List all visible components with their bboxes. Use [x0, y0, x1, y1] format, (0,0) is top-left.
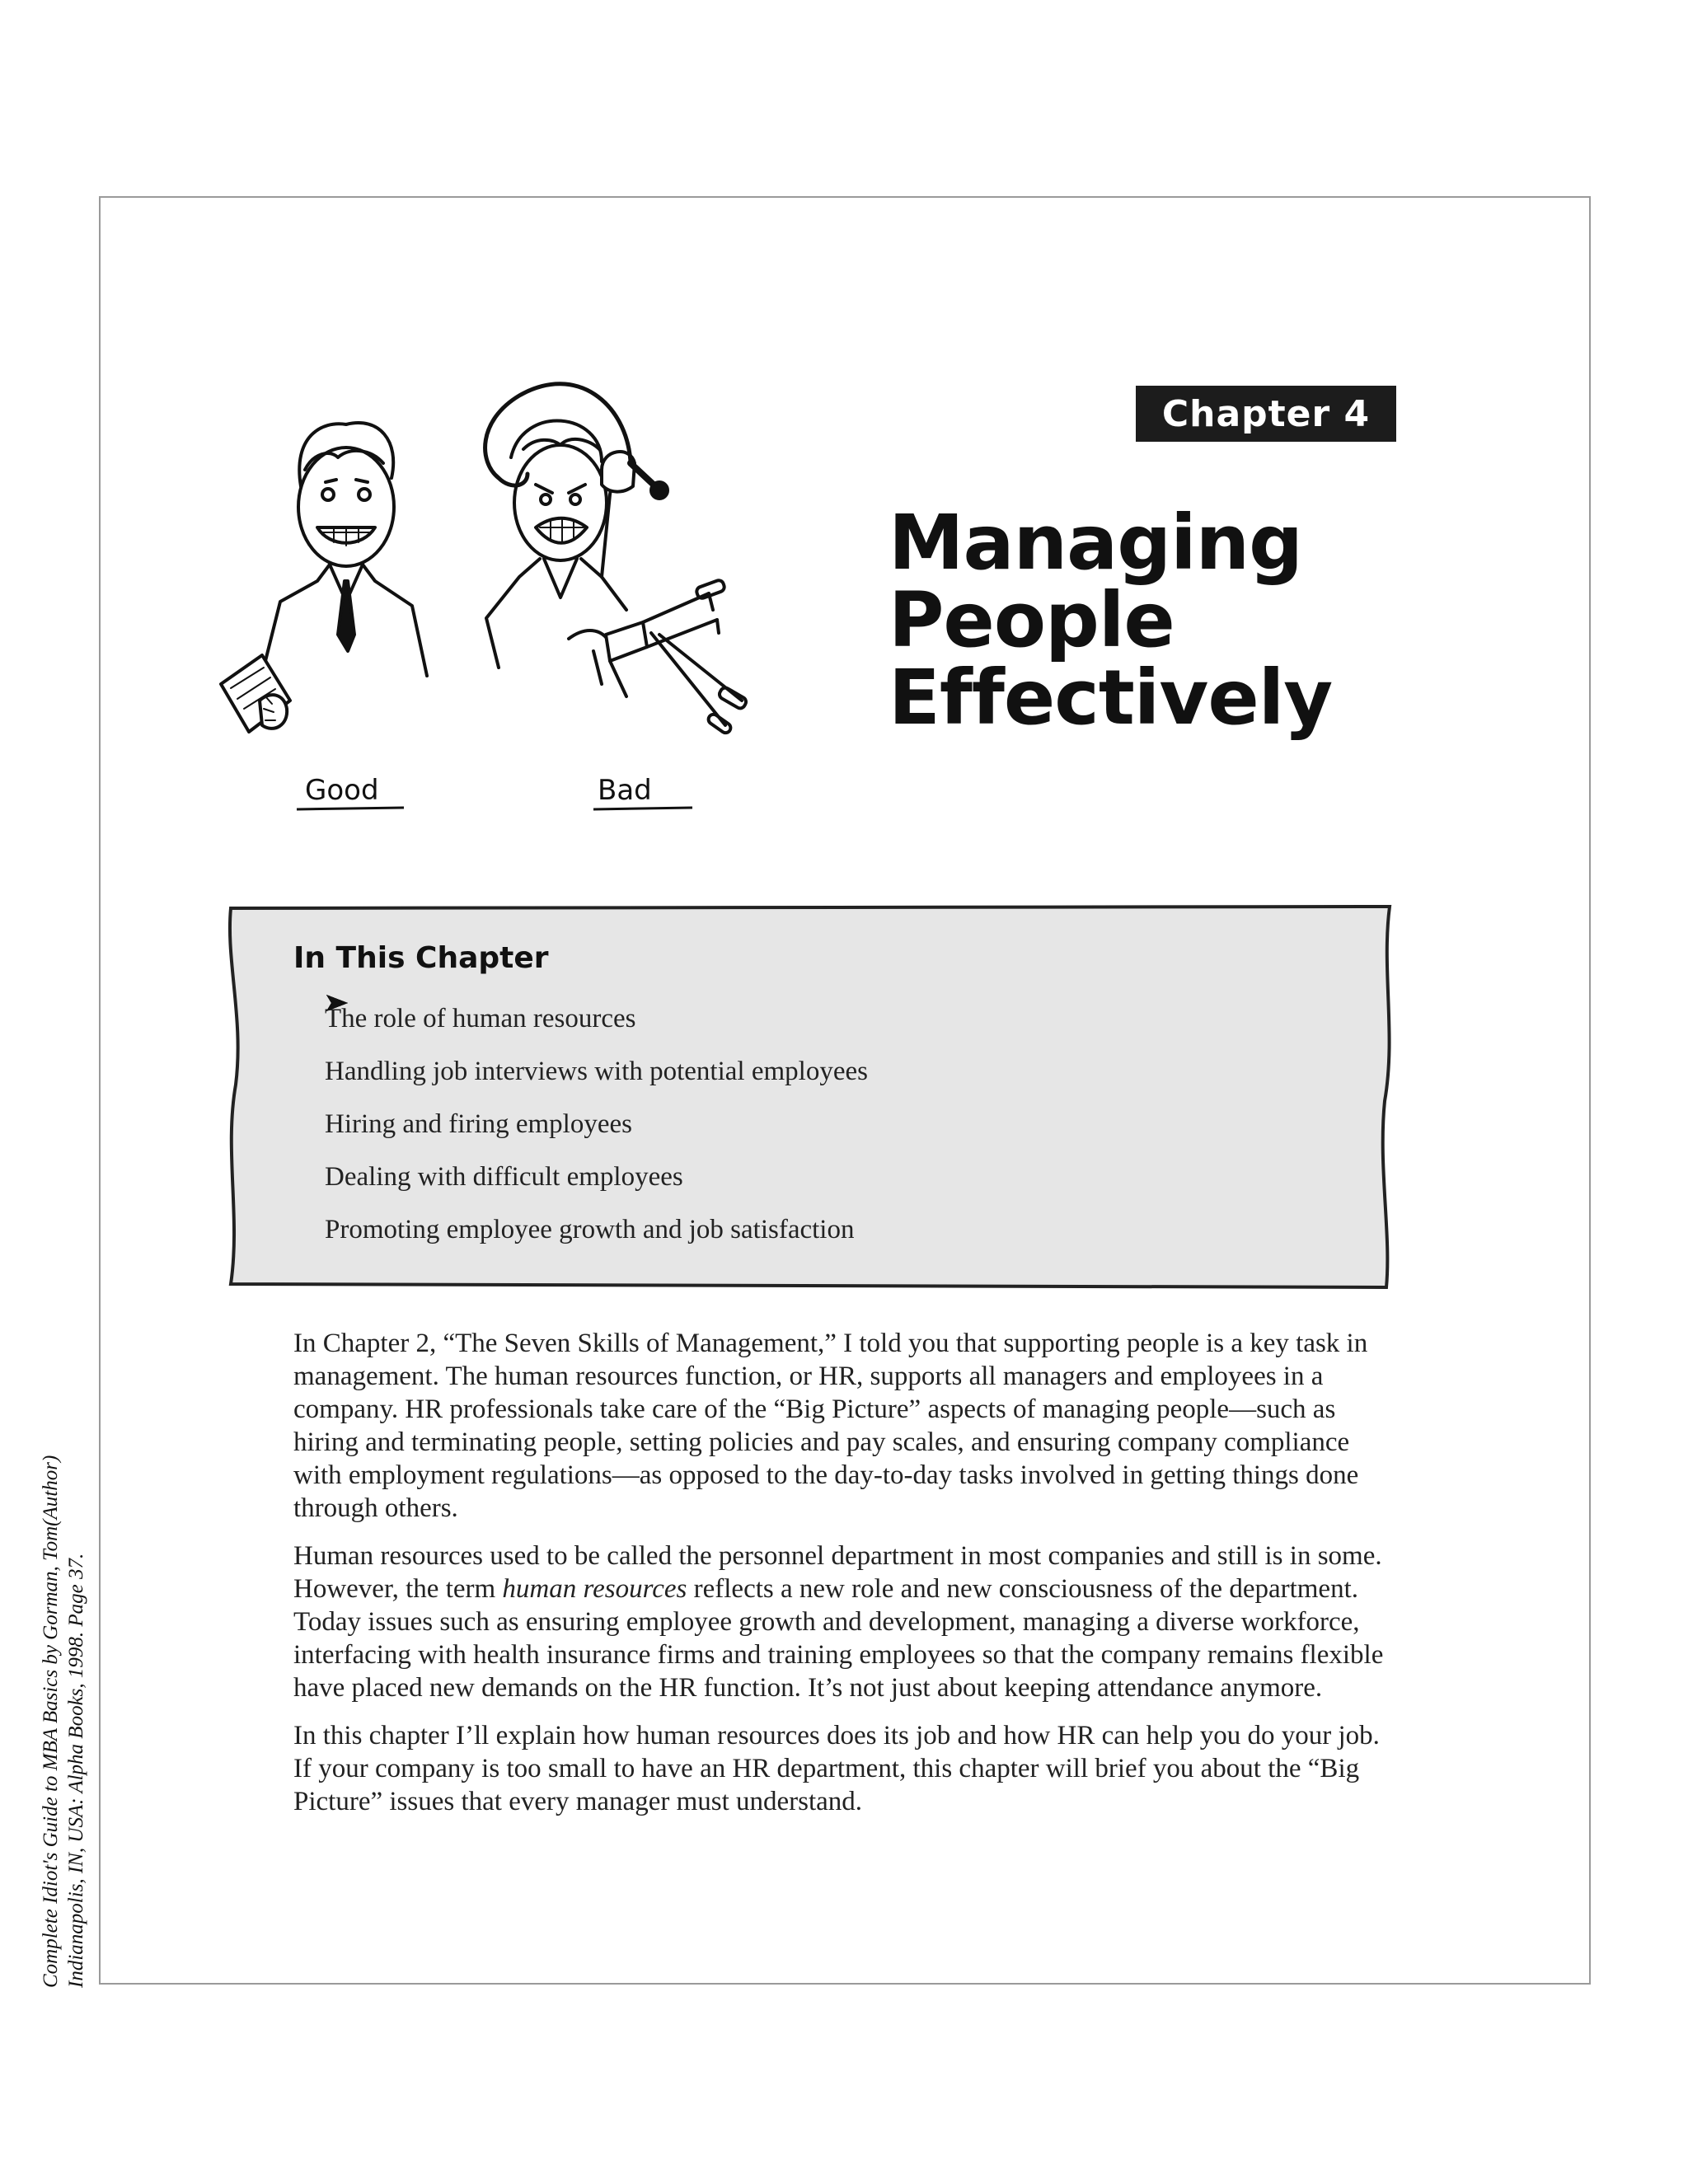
- source-citation: [38, 1394, 89, 1988]
- citation-line-1: Complete Idiot's Guide to MBA Basics by Gorman, Tom(Author): [40, 1455, 62, 1988]
- arrow-bullet-icon: [325, 992, 349, 1014]
- list-item: [325, 1151, 868, 1203]
- bad-manager-figure: [485, 384, 748, 735]
- list-item-text: Dealing with difficult employees: [325, 1162, 683, 1192]
- list-item-text: The role of human resources: [325, 1004, 636, 1033]
- list-item-text: Promoting employee growth and job satisfaction: [325, 1215, 855, 1244]
- list-item: [325, 1098, 868, 1151]
- chapter-title-line-2: People: [889, 576, 1175, 664]
- chapter-title: [889, 499, 1350, 742]
- body-paragraph-2-emphasis: human resources: [502, 1574, 687, 1604]
- chapter-number-label: Chapter 4: [1161, 392, 1371, 435]
- in-this-chapter-heading: In This Chapter: [293, 941, 549, 975]
- bad-caption: Bad: [598, 774, 652, 807]
- chapter-title-line-3: Effectively: [889, 654, 1333, 742]
- body-paragraph-1: In Chapter 2, “The Seven Skills of Management,” I told you that supporting people is a key task in management. The human resources function, or HR, supports all managers and employees in a company. HR professionals take care of the “Big Picture” aspects of managing people—such as hiring and terminating people, setting policies and pay scales, and ensuring company compliance with employment regulations—as opposed to the day-to-day tasks involved in getting things done through others.: [293, 1329, 1368, 1523]
- list-item: [325, 992, 868, 1045]
- good-bad-manager-illustration: [214, 371, 857, 832]
- body-paragraph-2-text-end: reflects a new role and new consciousness of the department. Today issues such as ensuring employee growth and development, managing a diverse workforce, interfacing with health insurance firms and training employees so that the company remains flexible have placed new demands on the HR function. It’s not just about keeping attendance anymore.: [293, 1574, 1384, 1703]
- good-manager-figure: [221, 423, 427, 732]
- chapter-title-line-1: Managing: [889, 499, 1302, 587]
- good-caption: Good: [305, 774, 379, 807]
- in-this-chapter-box: [227, 903, 1393, 1291]
- list-item: [325, 1203, 868, 1256]
- citation-line-2: Indianapolis, IN, USA: Alpha Books, 1998. Page 37.: [65, 1553, 87, 1988]
- list-item-text: Handling job interviews with potential employees: [325, 1057, 868, 1086]
- body-paragraph-2-text: Human resources used to be called the personnel department in most companies and still is in some. However, the term: [293, 1541, 1382, 1604]
- in-this-chapter-list: [325, 992, 868, 1256]
- body-paragraph-3: In this chapter I’ll explain how human resources does its job and how HR can help you do your job. If your company is too small to have an HR department, this chapter will brief you about the “Big Picture” issues that every manager must understand.: [293, 1721, 1380, 1816]
- body-paragraph-2: [293, 1540, 1398, 1704]
- chapter-body: [293, 1327, 1398, 1833]
- list-item: [325, 1045, 868, 1098]
- list-item-text: Hiring and firing employees: [325, 1109, 632, 1139]
- chapter-number-tag: [1136, 386, 1396, 442]
